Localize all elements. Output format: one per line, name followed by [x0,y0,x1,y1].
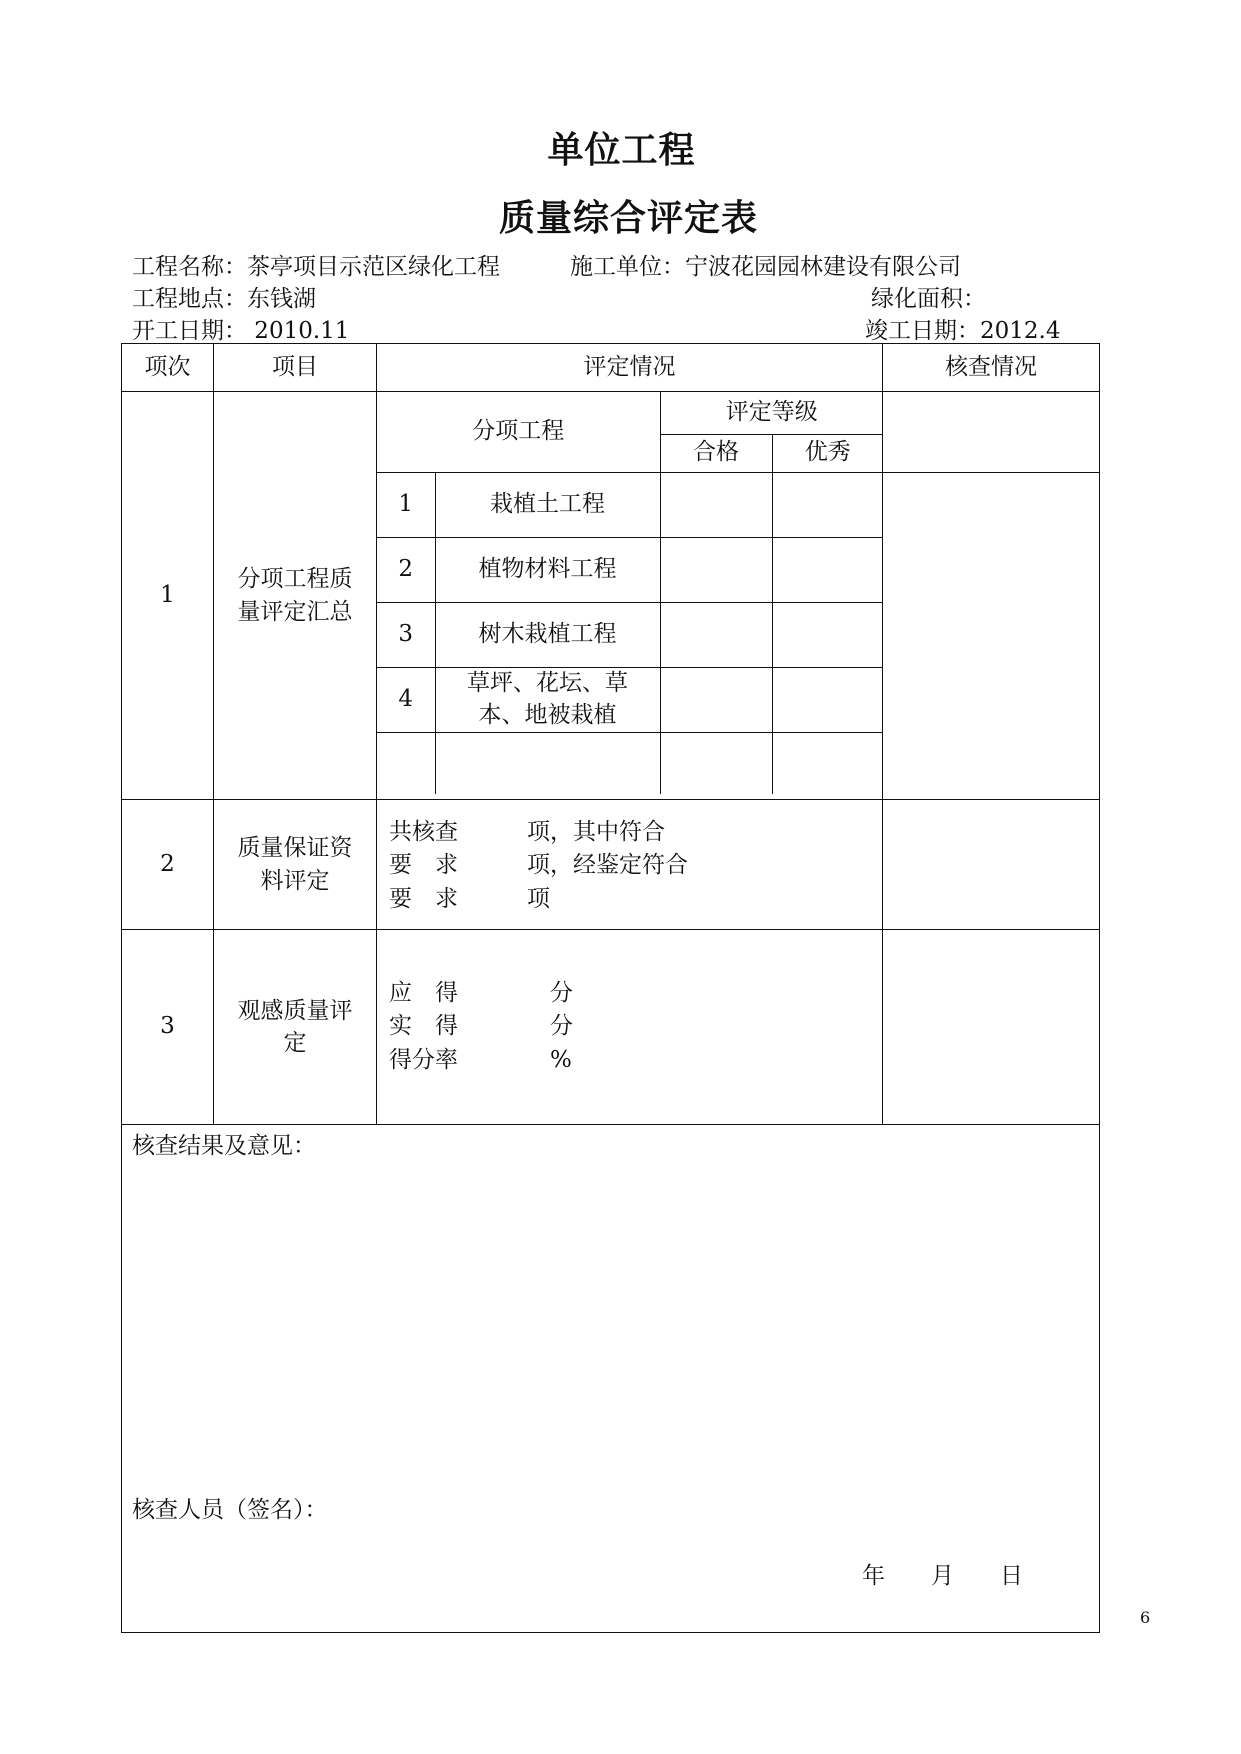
sub-excellent-cell [772,667,883,732]
sub-row [377,472,883,537]
sub-header-pass: 合格 [660,434,772,472]
contractor: 施工单位：宁波花园园林建设有限公司 [570,254,961,280]
sub-excellent-cell [772,732,883,794]
row2-check [883,800,1100,930]
row1-check [883,392,1100,800]
sub-name-label: 草坪、花坛、草本、地被栽植 [467,670,628,728]
results-row [122,1125,1100,1633]
sub-name [435,732,660,794]
sub-row [377,667,883,732]
row1-eval [377,392,883,800]
sub-no: 4 [377,667,435,732]
row2-eval [377,800,883,930]
sub-excellent-cell [772,537,883,602]
header-no: 项次 [122,344,214,392]
row3-item-label: 观感质量评定 [237,997,353,1056]
sub-header-excellent: 优秀 [772,434,883,472]
sub-pass-cell [660,537,772,602]
row-3 [122,930,1100,1125]
project-location: 工程地点：东钱湖 [132,286,316,312]
row1-item-label: 分项工程质量评定汇总 [237,566,353,625]
row3-no: 3 [122,930,214,1125]
start-date: 开工日期： 2010.11 [132,318,350,344]
header-check: 核查情况 [883,344,1100,392]
page-subtitle: 质量综合评定表 [498,197,758,239]
sub-row-empty [377,732,883,794]
results-cell [122,1125,1100,1633]
sub-pass-cell [660,667,772,732]
green-area: 绿化面积： [871,286,986,312]
sub-pass-cell [660,732,772,794]
sub-name: 树木栽植工程 [435,602,660,667]
results-label: 核查结果及意见： [132,1133,316,1159]
row-2 [122,800,1100,930]
row2-item-label: 质量保证资料评定 [237,835,353,894]
sub-no: 1 [377,472,435,537]
row3-eval [377,930,883,1125]
sub-name: 栽植土工程 [435,472,660,537]
row2-no: 2 [122,800,214,930]
row2-line: 要 求 项 [389,885,550,912]
sub-name: 植物材料工程 [435,537,660,602]
project-name: 工程名称：茶亭项目示范区绿化工程 [132,254,500,280]
header-row [122,344,1100,392]
row3-check [883,930,1100,1125]
page-number: 6 [1140,1608,1151,1627]
sub-row [377,537,883,602]
sub-excellent-cell [772,472,883,537]
row2-line: 共核查 项，其中符合 [389,819,665,845]
row3-line: 得分率 % [389,1046,572,1073]
sub-header-grade: 评定等级 [660,392,883,434]
sub-pass-cell [660,472,772,537]
row2-item [214,800,377,930]
row3-item [214,930,377,1125]
sub-project-table [377,392,883,794]
sub-excellent-cell [772,602,883,667]
header-item: 项目 [214,344,377,392]
sub-name [435,667,660,732]
sub-header-project: 分项工程 [377,392,660,472]
sub-no [377,732,435,794]
sub-pass-cell [660,602,772,667]
row1-item [214,392,377,800]
sign-date: 年 月 日 [862,1563,1023,1589]
end-date: 竣工日期：2012.4 [865,318,1061,344]
page-title: 单位工程 [547,129,696,171]
row1-check-top [883,392,1099,473]
inspector-signature: 核查人员（签名）： [132,1497,328,1523]
row1-no: 1 [122,392,214,800]
row3-line: 应 得 分 [389,979,573,1006]
header-eval: 评定情况 [377,344,883,392]
sub-no: 2 [377,537,435,602]
sub-no: 3 [377,602,435,667]
row-1 [122,392,1100,800]
row2-line: 要 求 项，经鉴定符合 [389,852,688,879]
evaluation-table [121,343,1100,1633]
row3-line: 实 得 分 [389,1013,573,1040]
sub-row [377,602,883,667]
